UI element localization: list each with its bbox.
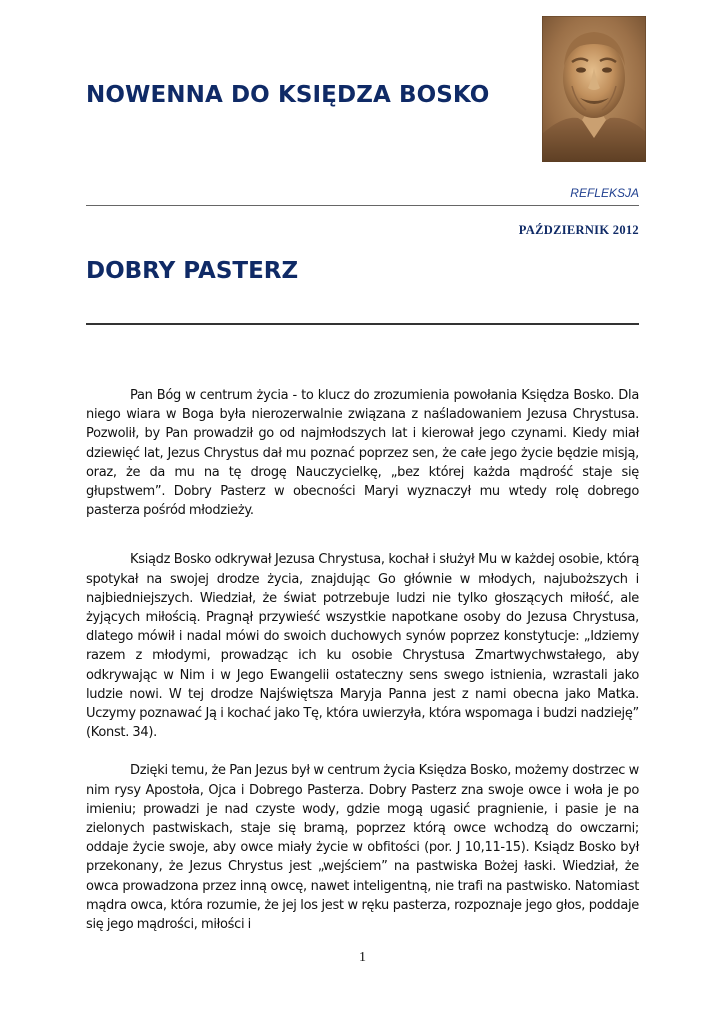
document-title: NOWENNA DO KSIĘDZA BOSKO — [86, 82, 490, 108]
article-body — [86, 386, 639, 934]
divider — [86, 323, 639, 325]
paragraph: Dzięki temu, że Pan Jezus był w centrum życia Księdza Bosko, możemy dostrzec w nim rysy Apostoła, Ojca i Dobrego Pasterza. Dobry Pasterz zna swoje owce i woła je po imieniu; prowadzi je nad czyste wody, gdzie mogą ugasić pragnienie, i pasie je na zielonych pastwiskach, staje się bramą, poprzez którą owce wchodzą do owczarni; oddaje życie swoje, aby owce miały życie w obfitości (por. J 10,11-15). Ksiądz Bosko był przekonany, że Jezus Chrystus jest „wejściem” na pastwiska Bożej łaski. Wiedział, że owca prowadzona przez inną owcę, nawet inteligentną, nie trafi na pastwisko. Natomiast mądra owca, która rozumie, że jej los jest w ręku pasterza, rozpoznaje jego głos, poddaje się jego mądrości, miłości i — [86, 763, 639, 933]
divider — [86, 205, 639, 206]
bronze-portrait-relief-icon — [542, 16, 646, 162]
issue-date: PAŹDZIERNIK 2012 — [518, 223, 639, 237]
article-title: DOBRY PASTERZ — [86, 258, 299, 284]
page-number: 1 — [359, 950, 366, 965]
paragraph: Pan Bóg w centrum życia - to klucz do zrozumienia powołania Księdza Bosko. Dla niego wiara w Boga była nierozerwalnie związana z naśladowaniem Jezusa Chrystusa. Pozwolił, by Pan prowadził go od najmłodszych lat i kierował jego czynami. Kiedy miał dziewięć lat, Jezus Chrystus dał mu poznać poprzez sen, że całe jego życie będzie misją, oraz, że da mu na tę drogę Nauczycielkę, „bez której każda mądrość staje się głupstwem”. Dobry Pasterz w obecności Maryi wyznaczył mu wtedy rolę dobrego pasterza pośród młodzieży. — [86, 388, 639, 519]
paragraph: Ksiądz Bosko odkrywał Jezusa Chrystusa, kochał i służył Mu w każdej osobie, którą spotykał na swojej drodze życia, znajdując Go głównie w młodych, najuboższych i najbiedniejszych. Wiedział, że świat potrzebuje ludzi nie tylko głoszących miłość, ale żyjących miłością. Pragnął przywieść wszystkie napotkane osoby do Jezusa Chrystusa, dlatego mówił i nadal mówi do swoich duchowych synów poprzez konstytucje: „Idziemy razem z młodymi, prowadząc ich ku osobie Chrystusa Zmartwychwstałego, aby odkrywając w Nim i w Jego Ewangelii ostateczny sens swego istnienia, wzrastali jako ludzie nowi. W tej drodze Najświętsza Maryja Panna jest z nami obecna jako Matka. Uczymy poznawać Ją i kochać jako Tę, która uwierzyła, która wspomaga i budzi nadzieję” (Konst. 34). — [86, 552, 639, 741]
section-label: REFLEKSJA — [570, 186, 639, 200]
